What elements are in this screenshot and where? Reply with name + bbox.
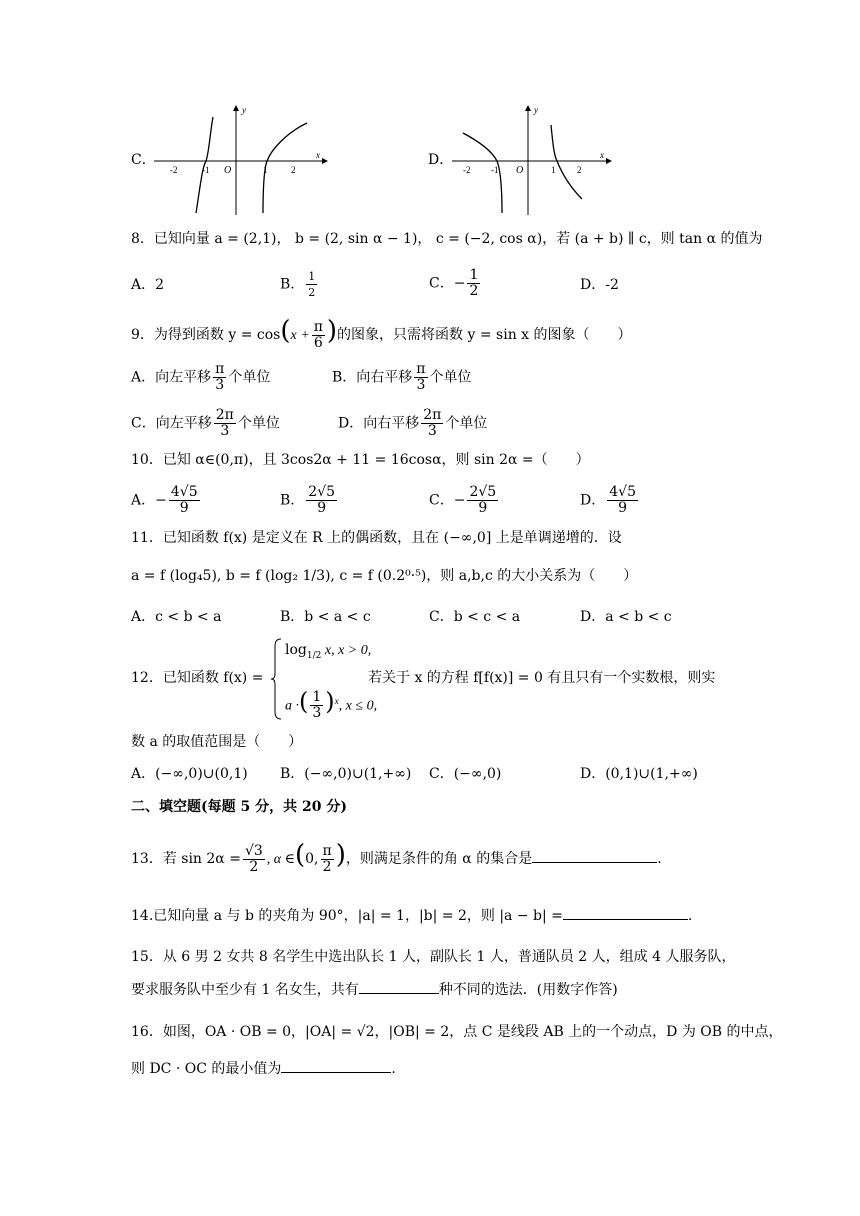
fraction-denominator: 6 — [313, 334, 323, 351]
q8-option-c — [429, 268, 482, 299]
q12-label: 12．已知函数 f(x) = — [131, 670, 264, 686]
option-label: C． — [429, 275, 454, 292]
tick-label: 1 — [263, 165, 268, 175]
x-axis-label: x — [600, 150, 604, 160]
tick-label: 1 — [551, 165, 556, 175]
curve-left — [196, 117, 213, 213]
q9-stem: 9．为得到函数 y = cos(x + $\frac{\pi}{6}$ )的图象，只需将函数 y = sin x 的图象（ ） — [131, 316, 632, 351]
option-c-label: C． — [131, 152, 156, 168]
tick-label: -1 — [491, 165, 499, 175]
q12-tail: 若关于 x 的方程 f[f(x)] = 0 有且只有一个实数根，则实 — [368, 670, 716, 686]
q9-option-b: B．向右平移 $\frac{\pi}{3}$ 个单位 — [332, 361, 472, 393]
tick-label: -1 — [202, 165, 210, 175]
q12-case1: $\log_{1/2} x$, x > 0, — [285, 642, 372, 661]
option-label: B． — [280, 276, 305, 293]
q9-option-c: C．向左平移 $\frac{2\pi}{3}$ 个单位 — [131, 407, 280, 439]
x-axis-label: x — [316, 150, 320, 160]
q15-line1: 15．从 6 男 2 女共 8 名学生中选出队长 1 人，副队长 1 人，普通队员 2 人，组成 4 人服务队， — [131, 949, 736, 965]
q9-stem-end: 的图象，只需将函数 y = sin x 的图象（ ） — [337, 327, 632, 343]
q8-stem: 8．已知向量 a = (2,1)， b = (2, sin α − 1)， c = (−2, cos α)，若 (a + b) ∥ c，则 tan α 的值为 — [131, 231, 763, 247]
tick-label: -2 — [170, 165, 178, 175]
q10-option-d: D． $\frac{4√5}{9}$ — [580, 484, 636, 516]
fraction-denominator: 2 — [308, 286, 316, 299]
q14: 14.已知向量 a 与 b 的夹角为 90°，|a| = 1，|b| = 2，则 |a − b| = . — [131, 905, 692, 926]
q10-option-c: C．− $\frac{2√5}{9}$ — [429, 484, 497, 516]
q12-case2: a ·( $\frac{1}{3}$ )$^x$, x ≤ 0, — [285, 687, 378, 722]
origin-label: O — [516, 165, 524, 176]
q12-option-d: D．(0,1)∪(1,+∞) — [580, 766, 698, 782]
fraction-numerator: 1 — [469, 267, 479, 283]
y-axis-label: y — [242, 105, 246, 115]
q11-stem-line1: 11．已知函数 f(x) 是定义在 R 上的偶函数，且在 (−∞,0] 上是单调递增的．设 — [131, 530, 622, 546]
option-d-label: D． — [428, 152, 454, 168]
tick-label: 2 — [291, 165, 296, 175]
curve-right — [263, 123, 307, 213]
origin-label: O — [224, 165, 232, 176]
fraction-denominator: 2 — [469, 283, 479, 299]
tick-label: -2 — [463, 165, 471, 175]
sign: − — [453, 275, 466, 292]
q8-option-d: D．-2 — [580, 277, 619, 293]
answer-blank[interactable] — [281, 1058, 391, 1073]
option-c-graph — [150, 103, 330, 218]
q12-option-a: A．(−∞,0)∪(0,1) — [131, 766, 248, 782]
tick-label: 2 — [577, 165, 582, 175]
q8-option-b — [280, 269, 319, 300]
q9-option-a: A．向左平移 $\frac{\pi}{3}$ 个单位 — [131, 361, 271, 393]
q11-option-d: D．a < b < c — [580, 609, 672, 625]
q11-option-c: C．b < c < a — [429, 609, 521, 625]
q10-option-b: B． $\frac{2√5}{9}$ — [280, 484, 336, 516]
q11-stem-line2: a = f (log₄5), b = f (log₂ 1/3), c = f (0.2⁰·⁵)，则 a,b,c 的大小关系为（ ） — [131, 568, 638, 584]
curve-right — [551, 125, 582, 199]
q9-stem-start: 9．为得到函数 y = cos — [131, 327, 281, 343]
q15-line2: 要求服务队中至少有 1 名女生，共有 种不同的选法．(用数字作答) — [131, 979, 618, 1000]
q12-line2: 数 a 的取值范围是（ ） — [131, 734, 303, 750]
q12-option-c: C．(−∞,0) — [429, 766, 502, 782]
section-heading: 二、填空题(每题 5 分，共 20 分) — [131, 799, 347, 815]
q11-option-a: A．c < b < a — [131, 609, 222, 625]
option-d-graph — [448, 103, 628, 218]
q16-line2: 则 DC · OC 的最小值为 . — [131, 1058, 396, 1079]
q8-option-a: A．2 — [131, 277, 165, 293]
answer-blank[interactable] — [359, 979, 439, 994]
q11-option-b: B．b < a < c — [280, 609, 371, 625]
q16-line1: 16．如图，OA · OB = 0，|OA| = √2，|OB| = 2，点 C 是线段 AB 上的一个动点，D 为 OB 的中点， — [131, 1024, 783, 1040]
q12-option-b: B．(−∞,0)∪(1,+∞) — [280, 766, 412, 782]
y-axis-label: y — [534, 105, 538, 115]
fraction-numerator: 1 — [308, 270, 316, 283]
piecewise-brace — [270, 638, 282, 720]
q9-arg: x + — [290, 328, 310, 343]
q13: 13．若 sin 2α = $\frac{√3}{2}$ , α ∈(0, $\frac{\pi}{2}$ )，则满足条件的角 α 的集合是 . — [131, 840, 662, 875]
answer-blank[interactable] — [532, 848, 657, 863]
q10-stem: 10．已知 α∈(0,π)，且 3cos2α + 11 = 16cosα，则 sin 2α =（ ） — [131, 452, 590, 468]
answer-blank[interactable] — [563, 905, 688, 920]
log-base: 1/2 — [306, 650, 322, 661]
q9-option-d: D．向右平移 $\frac{2\pi}{3}$ 个单位 — [338, 407, 488, 439]
q10-option-a: A．− $\frac{4√5}{9}$ — [131, 484, 198, 516]
fraction-numerator: π — [313, 318, 323, 335]
